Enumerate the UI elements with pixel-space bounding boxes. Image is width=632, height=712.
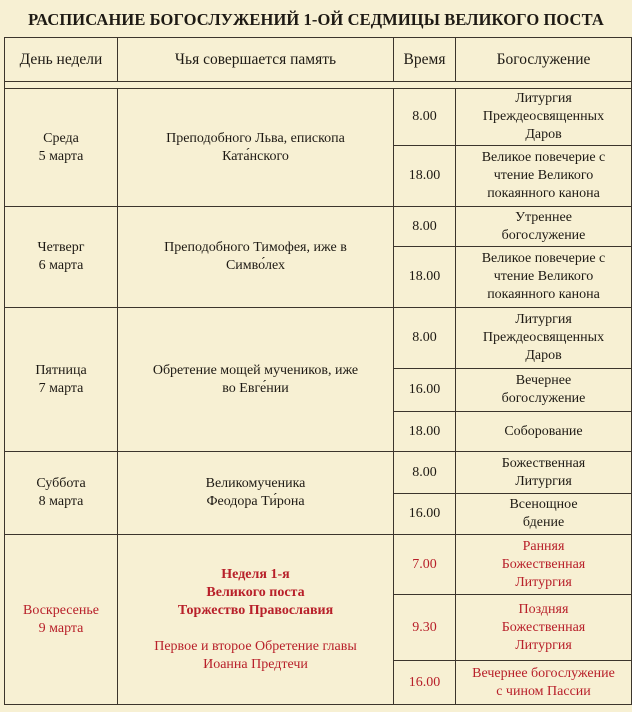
day-cell-sunday: Воскресенье 9 марта — [5, 535, 118, 705]
table-row — [5, 207, 632, 247]
col-memory-header: Чья совершается память — [118, 38, 394, 82]
service-cell: Утреннее богослужение — [456, 207, 632, 247]
memory-cell-friday: Обретение мощей мучеников, иже во Евге́нии — [118, 308, 394, 452]
sunday-memory: Первое и второе Обретение главы Иоанна Предтечи — [154, 638, 357, 672]
table-row — [5, 535, 632, 595]
col-day-header: День недели — [5, 38, 118, 82]
time-cell: 8.00 — [394, 452, 456, 494]
sunday-feast-title: Неделя 1-я Великого поста Торжество Православия — [177, 566, 334, 618]
table-row — [5, 452, 632, 494]
service-cell: Вечернее богослужение — [456, 369, 632, 412]
memory-cell-thursday: Преподобного Тимофея, иже в Симво́лех — [118, 207, 394, 308]
time-cell: 8.00 — [394, 89, 456, 146]
header-row — [5, 38, 632, 82]
day-cell-friday: Пятница 7 марта — [5, 308, 118, 452]
time-cell: 18.00 — [394, 412, 456, 452]
service-cell: Всенощное бдение — [456, 494, 632, 535]
col-time-header: Время — [394, 38, 456, 82]
day-cell-thursday: Четверг 6 марта — [5, 207, 118, 308]
time-cell: 16.00 — [394, 661, 456, 705]
memory-cell-saturday: Великомученика Феодора Ти́рона — [118, 452, 394, 535]
service-cell: Божественная Литургия — [456, 452, 632, 494]
service-cell: Поздняя Божественная Литургия — [456, 595, 632, 661]
time-cell: 18.00 — [394, 247, 456, 308]
service-cell: Литургия Преждеосвященных Даров — [456, 308, 632, 369]
table-row — [5, 308, 632, 369]
col-service-header: Богослужение — [456, 38, 632, 82]
service-cell: Великое повечерие с чтение Великого покаянного канона — [456, 247, 632, 308]
service-cell: Вечернее богослужение с чином Пассии — [456, 661, 632, 705]
page-title: РАСПИСАНИЕ БОГОСЛУЖЕНИЙ 1-ОЙ СЕДМИЦЫ ВЕЛИКОГО ПОСТА — [28, 10, 604, 29]
schedule-table — [4, 37, 632, 705]
day-cell-saturday: Суббота 8 марта — [5, 452, 118, 535]
time-cell: 16.00 — [394, 494, 456, 535]
service-cell: Великое повечерие с чтение Великого покаянного канона — [456, 146, 632, 207]
table-row — [5, 89, 632, 146]
memory-cell-sunday — [118, 535, 394, 705]
day-cell-wednesday: Среда 5 марта — [5, 89, 118, 207]
spacer-row — [5, 82, 632, 89]
time-cell: 8.00 — [394, 308, 456, 369]
memory-cell-wednesday: Преподобного Льва, епископа Ката́нского — [118, 89, 394, 207]
time-cell: 7.00 — [394, 535, 456, 595]
time-cell: 16.00 — [394, 369, 456, 412]
time-cell: 18.00 — [394, 146, 456, 207]
service-cell: Ранняя Божественная Литургия — [456, 535, 632, 595]
service-cell: Литургия Преждеосвященных Даров — [456, 89, 632, 146]
time-cell: 9.30 — [394, 595, 456, 661]
service-cell: Соборование — [456, 412, 632, 452]
time-cell: 8.00 — [394, 207, 456, 247]
